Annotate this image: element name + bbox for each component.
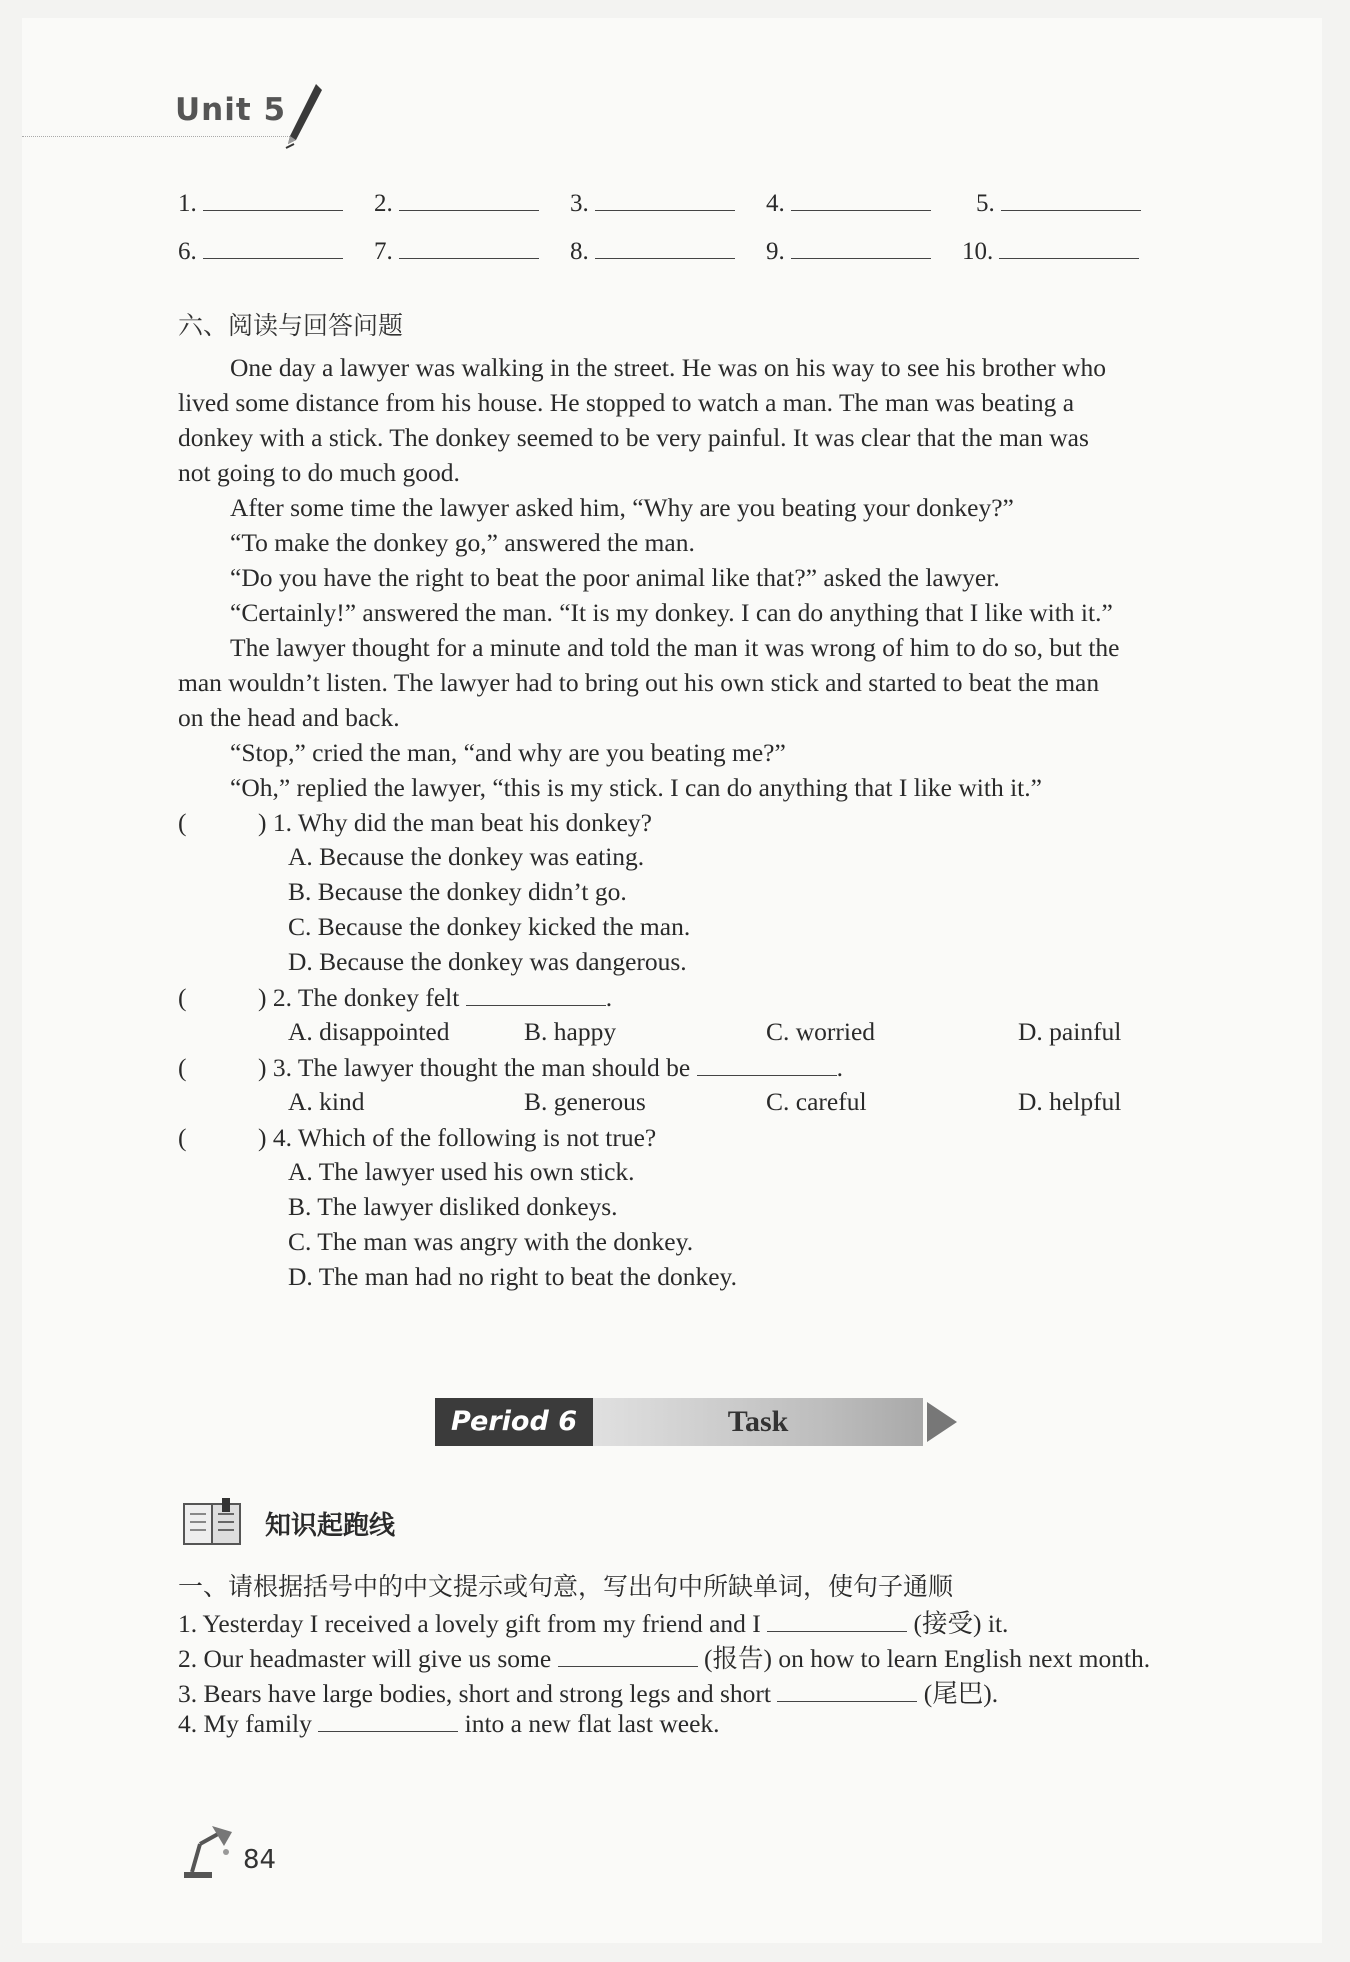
answer-paren[interactable]: (	[178, 1123, 187, 1152]
question-4: ( ) 4. Which of the following is not true?	[178, 1120, 656, 1155]
answer-paren[interactable]: (	[178, 983, 187, 1012]
blank-item[interactable]: 3.	[570, 188, 735, 218]
passage-line: not going to do much good.	[178, 458, 460, 487]
blank-item[interactable]: 6.	[178, 236, 343, 266]
option: B. happy	[524, 1017, 617, 1046]
option: B. generous	[524, 1087, 646, 1116]
fill-blank[interactable]	[318, 1709, 458, 1732]
option: D. Because the donkey was dangerous.	[288, 947, 687, 976]
passage-line: After some time the lawyer asked him, “Why are you beating your donkey?”	[230, 493, 1014, 522]
book-icon	[180, 1498, 246, 1548]
passage-line: “Certainly!” answered the man. “It is my donkey. I can do anything that I like with it.”	[230, 598, 1113, 627]
passage-line: One day a lawyer was walking in the street. He was on his way to see his brother who	[230, 353, 1106, 382]
blank-item[interactable]: 1.	[178, 188, 343, 218]
option: C. Because the donkey kicked the man.	[288, 912, 691, 941]
period-label: Period 6	[435, 1398, 593, 1446]
fill-blank[interactable]	[697, 1053, 837, 1076]
blank-item[interactable]: 4.	[766, 188, 931, 218]
passage-line: “To make the donkey go,” answered the man.	[230, 528, 695, 557]
passage-line: on the head and back.	[178, 703, 400, 732]
passage-line: “Stop,” cried the man, “and why are you beating me?”	[230, 738, 786, 767]
fill-blank[interactable]	[767, 1609, 907, 1632]
option: B. The lawyer disliked donkeys.	[288, 1192, 618, 1221]
question-1: ( ) 1. Why did the man beat his donkey?	[178, 805, 652, 840]
option: A. kind	[288, 1087, 365, 1116]
reading-passage	[178, 350, 1208, 805]
fill-blank[interactable]	[558, 1644, 698, 1667]
answer-paren[interactable]: (	[178, 1053, 187, 1082]
exercise-title: 一、请根据括号中的中文提示或句意，写出句中所缺单词，使句子通顺	[178, 1572, 954, 1601]
option: C. worried	[766, 1017, 876, 1046]
passage-line: lived some distance from his house. He stopped to watch a man. The man was beating a	[178, 388, 1075, 417]
option: B. Because the donkey didn’t go.	[288, 877, 627, 906]
blank-row-2	[0, 236, 1350, 276]
period-banner	[435, 1398, 955, 1446]
passage-line: donkey with a stick. The donkey seemed to be very painful. It was clear that the man was	[178, 423, 1089, 452]
knowledge-title: 知识起跑线	[265, 1511, 396, 1541]
blank-item[interactable]: 7.	[374, 236, 539, 266]
blank-row-1	[0, 188, 1350, 228]
fill-blank[interactable]	[777, 1679, 917, 1702]
unit-header: Unit 5	[175, 92, 287, 128]
option: D. The man had no right to beat the donkey.	[288, 1262, 737, 1291]
passage-line: The lawyer thought for a minute and told the man it was wrong of him to do so, but the	[230, 633, 1120, 662]
desk-lamp-icon	[178, 1822, 238, 1882]
section-title-reading: 六、阅读与回答问题	[178, 311, 404, 340]
header-rule	[22, 136, 292, 137]
page-number: 84	[243, 1845, 277, 1875]
blank-item[interactable]: 9.	[766, 236, 931, 266]
question-2: ( ) 2. The donkey felt .	[178, 980, 612, 1015]
answer-paren[interactable]: (	[178, 808, 187, 837]
passage-line: man wouldn’t listen. The lawyer had to bring out his own stick and started to beat the man	[178, 668, 1100, 697]
blank-item[interactable]: 2.	[374, 188, 539, 218]
option: A. The lawyer used his own stick.	[288, 1157, 635, 1186]
exercise-line: 3. Bears have large bodies, short and strong legs and short (尾巴).	[178, 1679, 999, 1708]
arrow-right-icon	[927, 1402, 957, 1442]
option: A. Because the donkey was eating.	[288, 842, 645, 871]
pen-icon	[282, 82, 324, 152]
option: C. The man was angry with the donkey.	[288, 1227, 694, 1256]
fill-blank[interactable]	[466, 983, 606, 1006]
blank-item[interactable]: 8.	[570, 236, 735, 266]
blank-item[interactable]: 5.	[976, 188, 1141, 218]
option: D. helpful	[1018, 1087, 1122, 1116]
passage-line: “Oh,” replied the lawyer, “this is my stick. I can do anything that I like with it.”	[230, 773, 1042, 802]
exercise-line: 4. My family into a new flat last week.	[178, 1709, 720, 1738]
option: A. disappointed	[288, 1017, 450, 1046]
blank-item[interactable]: 10.	[962, 236, 1139, 266]
exercise-line: 2. Our headmaster will give us some (报告) on how to learn English next month.	[178, 1644, 1151, 1673]
option: C. careful	[766, 1087, 867, 1116]
period-name: Task	[593, 1398, 923, 1446]
exercise-line: 1. Yesterday I received a lovely gift from my friend and I (接受) it.	[178, 1609, 1009, 1638]
passage-line: “Do you have the right to beat the poor animal like that?” asked the lawyer.	[230, 563, 1000, 592]
question-3: ( ) 3. The lawyer thought the man should be .	[178, 1050, 843, 1085]
option: D. painful	[1018, 1017, 1122, 1046]
